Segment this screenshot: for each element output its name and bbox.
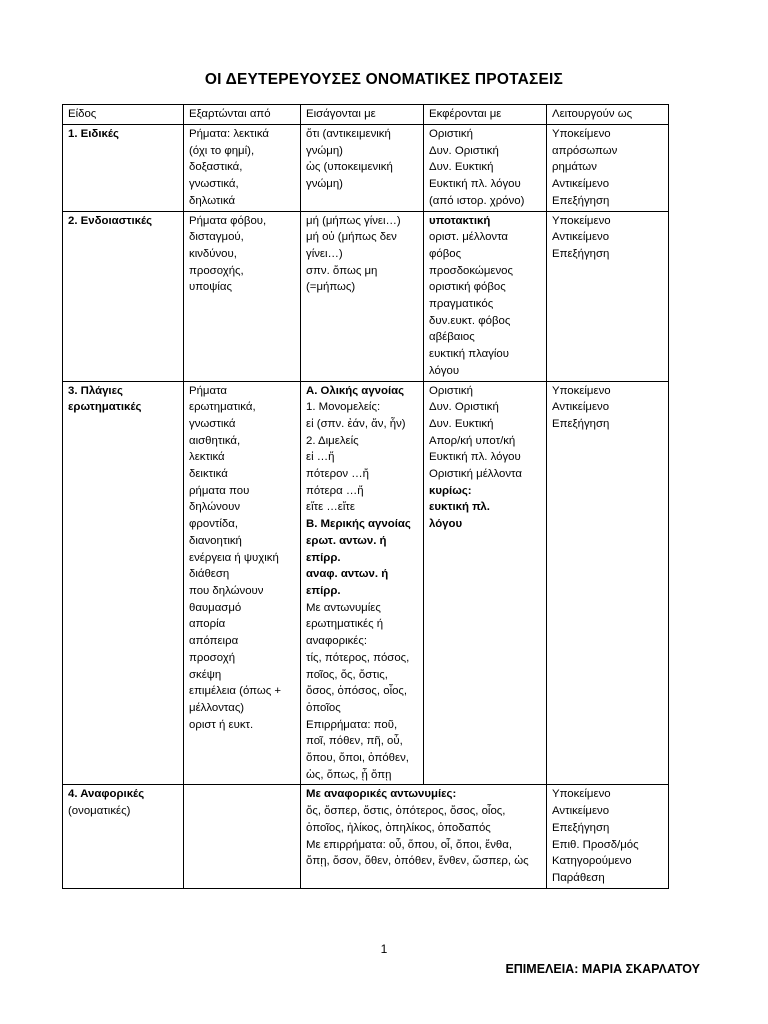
cell-line: ρημάτων bbox=[552, 161, 597, 174]
cell-line: ερωτηματικά, bbox=[189, 401, 256, 414]
cell-line: ενέργεια ή ψυχική bbox=[189, 551, 279, 564]
cell-line: Οριστική bbox=[429, 384, 473, 397]
cell-line: λόγου bbox=[429, 518, 463, 531]
cell-line: δισταγμού, bbox=[189, 231, 244, 244]
cell-introduced bbox=[301, 211, 424, 381]
cell-line: εἴτε …εἴτε bbox=[306, 501, 355, 514]
cell-functions bbox=[547, 211, 669, 381]
cell-line: Υποκείμενο bbox=[552, 788, 611, 801]
author-credit: ΕΠΙΜΕΛΕΙΑ: ΜΑΡΙΑ ΣΚΑΡΛΑΤΟΥ bbox=[505, 962, 700, 976]
cell-line: (=μήπως) bbox=[306, 281, 356, 294]
cell-functions bbox=[547, 125, 669, 212]
document-title: ΟΙ ΔΕΥΤΕΡΕΥΟΥΣΕΣ ΟΝΟΜΑΤΙΚΕΣ ΠΡΟΤΑΣΕΙΣ bbox=[204, 71, 564, 88]
cell-line: υποτακτική bbox=[429, 214, 491, 227]
cell-line: φροντίδα, bbox=[189, 518, 239, 531]
cell-line: Α. Ολικής αγνοίας bbox=[306, 384, 405, 397]
cell-line: απόπειρα bbox=[189, 635, 239, 648]
cell-line: δηλωτικά bbox=[189, 194, 236, 207]
cell-line: λεκτικά bbox=[189, 451, 225, 464]
cell-line: προσδοκώμενος bbox=[429, 264, 513, 277]
table-row bbox=[63, 381, 669, 785]
cell-line: Δυν. Οριστική bbox=[429, 401, 499, 414]
cell-line: Αντικείμενο bbox=[552, 231, 610, 244]
cell-depends bbox=[184, 125, 301, 212]
cell-line: ὅσος, ὁπόσος, οἷος, bbox=[306, 685, 408, 698]
cell-line: αισθητικά, bbox=[189, 434, 241, 447]
cell-line: πραγματικός bbox=[429, 298, 494, 311]
cell-line: 4. Αναφορικές bbox=[68, 788, 145, 801]
cell-line: τίς, πότερος, πόσος, bbox=[306, 651, 410, 664]
cell-line: ὁποῖος, ἡλίκος, ὁπηλίκος, ὁποδαπός bbox=[306, 821, 491, 834]
cell-line: Επεξήγηση bbox=[552, 194, 610, 207]
cell-line: απορία bbox=[189, 618, 226, 631]
cell-kind bbox=[63, 125, 184, 212]
cell-line: οριστική φόβος bbox=[429, 281, 506, 294]
noun-clauses-table bbox=[62, 104, 669, 889]
cell-line: ὁποῖος bbox=[306, 701, 341, 714]
cell-line: προσοχής, bbox=[189, 264, 244, 277]
cell-line: Υποκείμενο bbox=[552, 128, 611, 140]
cell-line: 2. Διμελείς bbox=[306, 434, 359, 447]
cell-line: δεικτικά bbox=[189, 468, 228, 481]
cell-line: επίρρ. bbox=[306, 551, 341, 564]
cell-line: σκέψη bbox=[189, 668, 222, 681]
cell-line: γνώμη) bbox=[306, 144, 343, 157]
cell-line: δηλώνουν bbox=[189, 501, 241, 514]
cell-line: δοξαστικά, bbox=[189, 161, 243, 174]
cell-introduced bbox=[301, 785, 547, 888]
cell-line: λόγου bbox=[429, 364, 460, 377]
cell-functions bbox=[547, 381, 669, 785]
cell-line: μέλλοντας) bbox=[189, 701, 245, 714]
cell-line: διανοητική bbox=[189, 534, 242, 547]
cell-line: διάθεση bbox=[189, 568, 230, 581]
cell-kind bbox=[63, 211, 184, 381]
cell-line: κυρίως: bbox=[429, 484, 472, 497]
cell-line: Υποκείμενο bbox=[552, 214, 611, 227]
cell-line: Επεξήγηση bbox=[552, 247, 610, 260]
cell-kind bbox=[63, 785, 184, 888]
cell-line: Κατηγορούμενο bbox=[552, 855, 632, 868]
cell-line: Ευκτική πλ. λόγου bbox=[429, 178, 521, 191]
cell-line: δυν.ευκτ. φόβος bbox=[429, 314, 511, 327]
cell-line: υποψίας bbox=[189, 281, 232, 294]
cell-line: Αντικείμενο bbox=[552, 401, 610, 414]
cell-line: Δυν. Οριστική bbox=[429, 144, 499, 157]
cell-line: που δηλώνουν bbox=[189, 584, 264, 597]
table-row bbox=[63, 211, 669, 381]
cell-line: ρήματα που bbox=[189, 484, 250, 497]
table-row bbox=[63, 125, 669, 212]
cell-line: Αντικείμενο bbox=[552, 805, 610, 818]
cell-line: αναφορικές: bbox=[306, 635, 368, 648]
cell-line: ὅτι (αντικειμενική bbox=[306, 128, 391, 140]
cell-line: αβέβαιος bbox=[429, 331, 475, 344]
cell-line: 3. Πλάγιες bbox=[68, 384, 123, 397]
header-depends: Εξαρτώνται από bbox=[184, 105, 301, 125]
cell-line: Οριστική bbox=[429, 128, 473, 140]
cell-line: Επιρρήματα: ποῦ, bbox=[306, 718, 398, 731]
cell-line: Ρήματα φόβου, bbox=[189, 214, 267, 227]
cell-line: (όχι το φημί), bbox=[189, 144, 255, 157]
cell-line: Οριστική μέλλοντα bbox=[429, 468, 522, 481]
cell-line: ερωτηματικές ή bbox=[306, 618, 384, 631]
cell-expressed bbox=[424, 125, 547, 212]
cell-line: Επεξήγηση bbox=[552, 821, 610, 834]
cell-line: ὅπῃ, ὅσον, ὅθεν, ὁπόθεν, ἔνθεν, ὥσπερ, ὡς bbox=[306, 855, 529, 868]
cell-introduced bbox=[301, 381, 424, 785]
header-expressed: Εκφέρονται με bbox=[424, 105, 547, 125]
cell-line: επιμέλεια (όπως + bbox=[189, 685, 282, 698]
cell-depends bbox=[184, 381, 301, 785]
cell-line: ευκτική πλ. bbox=[429, 501, 490, 514]
cell-expressed bbox=[424, 381, 547, 785]
cell-line: ερωτ. αντων. ή bbox=[306, 534, 387, 547]
cell-line: επίρρ. bbox=[306, 584, 341, 597]
cell-line: πότερον …ἤ bbox=[306, 468, 370, 481]
cell-line: γνωστικά, bbox=[189, 178, 239, 191]
cell-line: πότερα …ἤ bbox=[306, 484, 364, 497]
cell-line: εἰ …ἤ bbox=[306, 451, 335, 464]
cell-functions bbox=[547, 785, 669, 888]
cell-line: Με επιρρήματα: οὗ, ὅπου, οἷ, ὅποι, ἔνθα, bbox=[306, 838, 512, 851]
cell-line: Ρήματα: λεκτικά bbox=[189, 128, 269, 140]
cell-line: Αντικείμενο bbox=[552, 178, 610, 191]
cell-line: 1. Ειδικές bbox=[68, 128, 119, 140]
cell-line: ὡς, ὅπως, ᾗ ὅπῃ bbox=[306, 768, 392, 781]
cell-line: μή (μήπως γίνει…) bbox=[306, 214, 401, 227]
cell-expressed bbox=[424, 211, 547, 381]
header-functions: Λειτουργούν ως bbox=[547, 105, 669, 125]
cell-line: Β. Μερικής αγνοίας bbox=[306, 518, 411, 531]
cell-line: ὡς (υποκειμενική bbox=[306, 161, 393, 174]
cell-line: Δυν. Ευκτική bbox=[429, 161, 494, 174]
cell-line: γίνει…) bbox=[306, 247, 343, 260]
cell-line: Παράθεση bbox=[552, 871, 605, 884]
cell-line: Με αντωνυμίες bbox=[306, 601, 381, 614]
cell-line: μή οὐ (μήπως δεν bbox=[306, 231, 397, 244]
cell-kind bbox=[63, 381, 184, 785]
header-introduced: Εισάγονται με bbox=[301, 105, 424, 125]
cell-line: ὅς, ὅσπερ, ὅστις, ὁπότερος, ὅσος, οἷος, bbox=[306, 805, 506, 818]
cell-line: Δυν. Ευκτική bbox=[429, 417, 494, 430]
cell-line: οριστ. μέλλοντα bbox=[429, 231, 509, 244]
cell-line: αναφ. αντων. ή bbox=[306, 568, 389, 581]
cell-line: ευκτική πλαγίου bbox=[429, 348, 509, 361]
cell-line: απρόσωπων bbox=[552, 144, 618, 157]
cell-line: γνωστικά bbox=[189, 417, 236, 430]
cell-line: Ρήματα bbox=[189, 384, 228, 397]
cell-line: κινδύνου, bbox=[189, 247, 237, 260]
cell-line: (από ιστορ. χρόνο) bbox=[429, 194, 525, 207]
cell-line: 1. Μονομελείς: bbox=[306, 401, 381, 414]
cell-line: Υποκείμενο bbox=[552, 384, 611, 397]
cell-depends bbox=[184, 211, 301, 381]
cell-line: 2. Ενδοιαστικές bbox=[68, 214, 153, 227]
cell-line: οριστ ή ευκτ. bbox=[189, 718, 254, 731]
cell-line: Με αναφορικές αντωνυμίες: bbox=[306, 788, 457, 801]
cell-line: φόβος bbox=[429, 247, 462, 260]
cell-line: Επιθ. Προσδ/μός bbox=[552, 838, 639, 851]
cell-depends bbox=[184, 785, 301, 888]
cell-line: θαυμασμό bbox=[189, 601, 242, 614]
page-number: 1 bbox=[380, 942, 388, 956]
table-header-row bbox=[63, 105, 669, 125]
cell-line: προσοχή bbox=[189, 651, 236, 664]
cell-line: ποῖος, ὅς, ὅστις, bbox=[306, 668, 388, 681]
cell-line: σπν. ὅπως μη bbox=[306, 264, 378, 277]
cell-line: εἰ (σπν. ἐάν, ἄν, ἦν) bbox=[306, 417, 406, 430]
cell-line: ποῖ, πόθεν, πῆ, οὗ, bbox=[306, 735, 403, 748]
cell-line: γνώμη) bbox=[306, 178, 343, 191]
table-row bbox=[63, 785, 669, 888]
cell-line: Ευκτική πλ. λόγου bbox=[429, 451, 521, 464]
cell-line: ερωτηματικές bbox=[68, 401, 142, 414]
header-kind: Είδος bbox=[63, 105, 184, 125]
cell-line: ὅπου, ὅποι, ὁπόθεν, bbox=[306, 752, 409, 765]
cell-line: Επεξήγηση bbox=[552, 417, 610, 430]
cell-line: (ονοματικές) bbox=[68, 805, 131, 818]
cell-line: Απορ/κή υποτ/κή bbox=[429, 434, 516, 447]
cell-introduced bbox=[301, 125, 424, 212]
